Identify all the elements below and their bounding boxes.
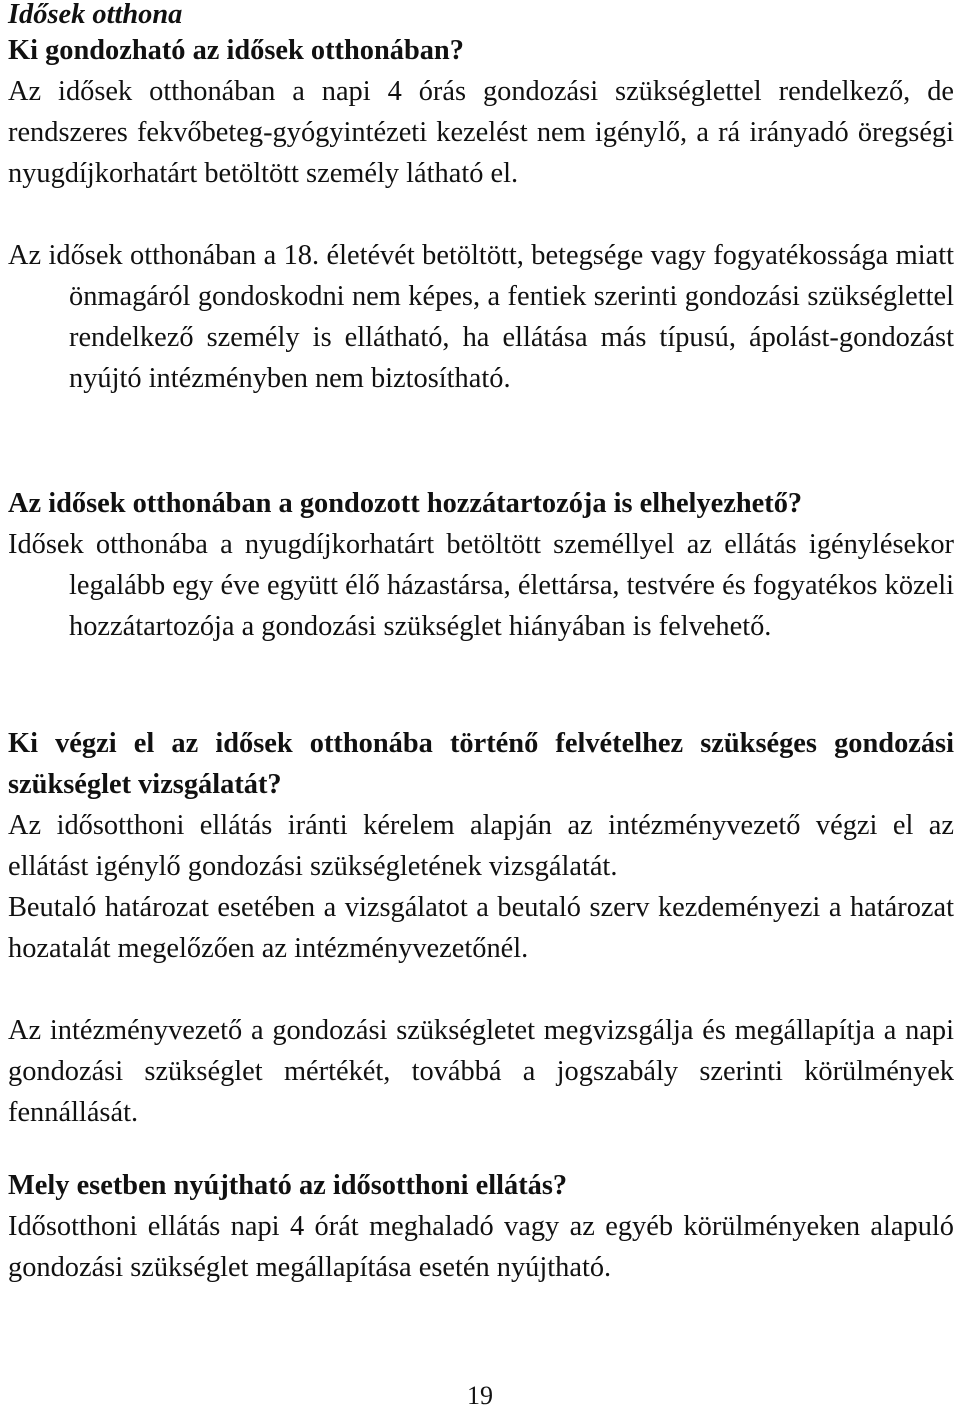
question-heading: Ki gondozható az idősek otthonában? xyxy=(8,35,464,66)
page-title: Idősek otthona xyxy=(8,0,183,30)
paragraph: Idősek otthonába a nyugdíjkorhatárt betöltött személlyel az ellátás igénylésekor legalább egy éve együtt élő házastársa, élettársa, testvére és fogyatékos közeli hozzátartozója a gondozási szükséglet hiányában is felvehető. xyxy=(8,529,954,642)
paragraph: Idősotthoni ellátás napi 4 órát meghaladó vagy az egyéb körülményeken alapuló gondozási szükséglet megállapítása esetén nyújtható. xyxy=(8,1211,954,1283)
document-page xyxy=(8,0,954,1329)
page-number: 19 xyxy=(467,1381,493,1410)
paragraph: Az idősotthoni ellátás iránti kérelem alapján az intézményvezető végzi el az ellátást igénylő gondozási szükségletének vizsgálatát. xyxy=(8,810,954,882)
paragraph: Beutaló határozat esetében a vizsgálatot a beutaló szerv kezdeményezi a határozat hozatalát megelőzően az intézményvezetőnél. xyxy=(8,892,954,964)
paragraph: Az idősek otthonában a napi 4 órás gondozási szükséglettel rendelkező, de rendszeres fekvőbeteg-gyógyintézeti kezelést nem igénylő, a rá irányadó öregségi nyugdíjkorhatárt betöltött személy látható el. xyxy=(8,76,954,189)
question-heading: Az idősek otthonában a gondozott hozzátartozója is elhelyezhető? xyxy=(8,488,803,519)
paragraph: Az idősek otthonában a 18. életévét betöltött, betegsége vagy fogyatékossága miatt önmagáról gondoskodni nem képes, a fentiek szerinti gondozási szükséglettel rendelkező személy is ellátható, ha ellátása más típusú, ápolást-gondozást nyújtó intézményben nem biztosítható. xyxy=(8,240,954,394)
paragraph: Az intézményvezető a gondozási szükségletet megvizsgálja és megállapítja a napi gondozási szükséglet mértékét, továbbá a jogszabály szerinti körülmények fennállását. xyxy=(8,1015,954,1128)
question-heading: Mely esetben nyújtható az idősotthoni ellátás? xyxy=(8,1170,568,1201)
question-heading: Ki végzi el az idősek otthonába történő felvételhez szükséges gondozási szükséglet vizsgálatát? xyxy=(8,728,954,800)
